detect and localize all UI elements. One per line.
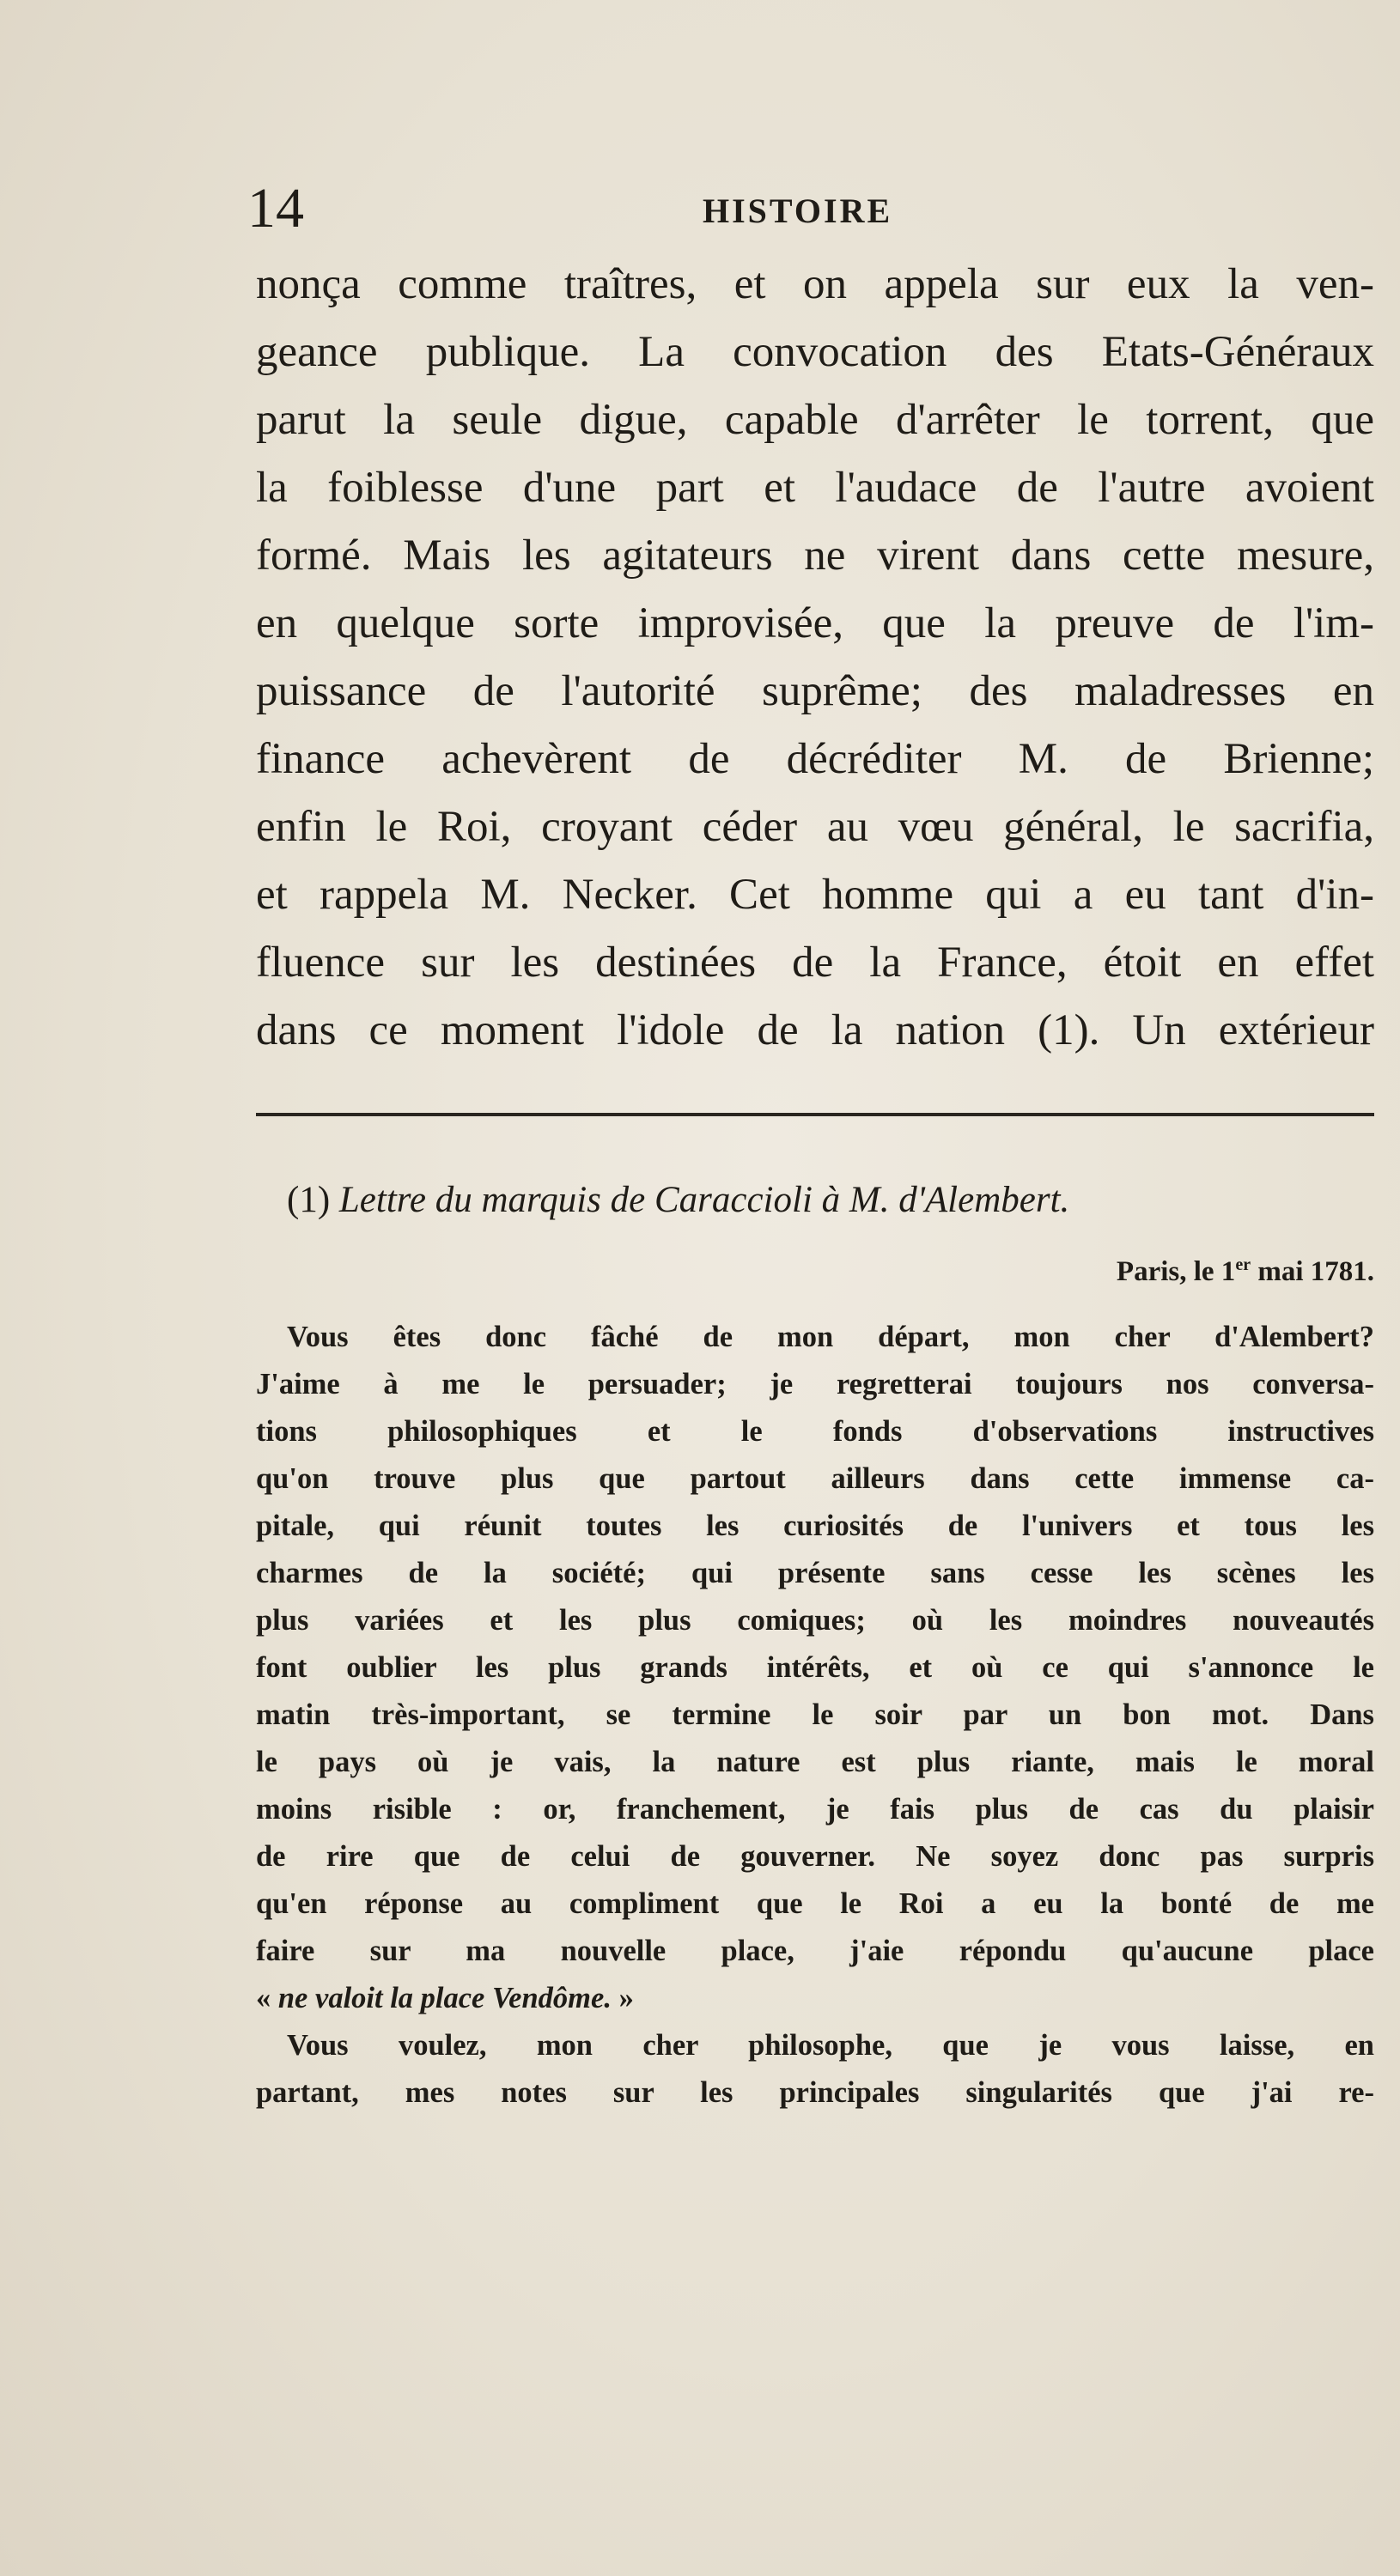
text-line: dans ce moment l'idole de la nation (1). Un extérieur — [256, 1006, 1374, 1054]
letter-date: Paris, le 1er mai 1781. — [1116, 1255, 1374, 1287]
footnote-line: qu'on trouve plus que partout ailleurs dans cette immense ca- — [256, 1462, 1374, 1495]
footnote-divider — [256, 1113, 1374, 1116]
text-line: formé. Mais les agitateurs ne virent dans cette mesure, — [256, 532, 1374, 580]
text-line: la foiblesse d'une part et l'audace de l'autre avoient — [256, 464, 1374, 512]
footnote-quote: ne valoit la place Vendôme. — [277, 1982, 612, 2014]
footnote-line: de rire que de celui de gouverner. Ne soyez donc pas surpris — [256, 1840, 1374, 1873]
footnote-line: le pays où je vais, la nature est plus riante, mais le moral — [256, 1746, 1374, 1778]
page-number: 14 — [247, 177, 304, 240]
running-title: HISTOIRE — [703, 191, 893, 230]
footnote-line: qu'en réponse au compliment que le Roi a eu la bonté de me — [256, 1887, 1374, 1920]
main-text — [256, 251, 1374, 1065]
text-line: parut la seule digue, capable d'arrêter le torrent, que — [256, 396, 1374, 444]
footnote-line: Vous êtes donc fâché de mon départ, mon cher d'Alembert? — [287, 1321, 1374, 1353]
text-line: enfin le Roi, croyant céder au vœu général, le sacrifia, — [256, 803, 1374, 851]
footnote-line: tions philosophiques et le fonds d'observations instructives — [256, 1415, 1374, 1448]
text-line: finance achevèrent de décréditer M. de Brienne; — [256, 735, 1374, 783]
text-line: en quelque sorte improvisée, que la preuve de l'im- — [256, 599, 1374, 647]
footnote-line: charmes de la société; qui présente sans cesse les scènes les — [256, 1557, 1374, 1589]
footnote-line: moins risible : or, franchement, je fais plus de cas du plaisir — [256, 1793, 1374, 1826]
footnote-line: matin très-important, se termine le soir par un bon mot. Dans — [256, 1698, 1374, 1731]
footnote-title: Lettre du marquis de Caraccioli à M. d'Alembert. — [338, 1180, 1070, 1220]
text-line: puissance de l'autorité suprême; des maladresses en — [256, 667, 1374, 715]
text-line: fluence sur les destinées de la France, étoit en effet — [256, 939, 1374, 987]
footnote-quote-line: « ne valoit la place Vendôme. » — [256, 1982, 634, 2014]
footnote-heading — [287, 1175, 1378, 1226]
footnote-line: font oublier les plus grands intérêts, et où ce qui s'annonce le — [256, 1651, 1374, 1684]
text-line: nonça comme traîtres, et on appela sur eux la ven- — [256, 260, 1374, 308]
text-line: et rappela M. Necker. Cet homme qui a eu tant d'in- — [256, 871, 1374, 919]
footnote-line: partant, mes notes sur les principales singularités que j'ai re- — [256, 2076, 1374, 2109]
footnote-line: J'aime à me le persuader; je regretterai toujours nos conversa- — [256, 1368, 1374, 1400]
footnote-line: pitale, qui réunit toutes les curiosités de l'univers et tous les — [256, 1510, 1374, 1542]
page-header — [247, 179, 1373, 239]
footnote-text — [256, 1314, 1374, 2117]
footnote-line: faire sur ma nouvelle place, j'aie répondu qu'aucune place — [256, 1935, 1374, 1967]
footnote-line: Vous voulez, mon cher philosophe, que je vous laisse, en — [287, 2029, 1374, 2062]
text-line: geance publique. La convocation des Etats-Généraux — [256, 328, 1374, 376]
footnote-marker: (1) — [287, 1180, 331, 1220]
footnote-line: plus variées et les plus comiques; où les moindres nouveautés — [256, 1604, 1374, 1637]
